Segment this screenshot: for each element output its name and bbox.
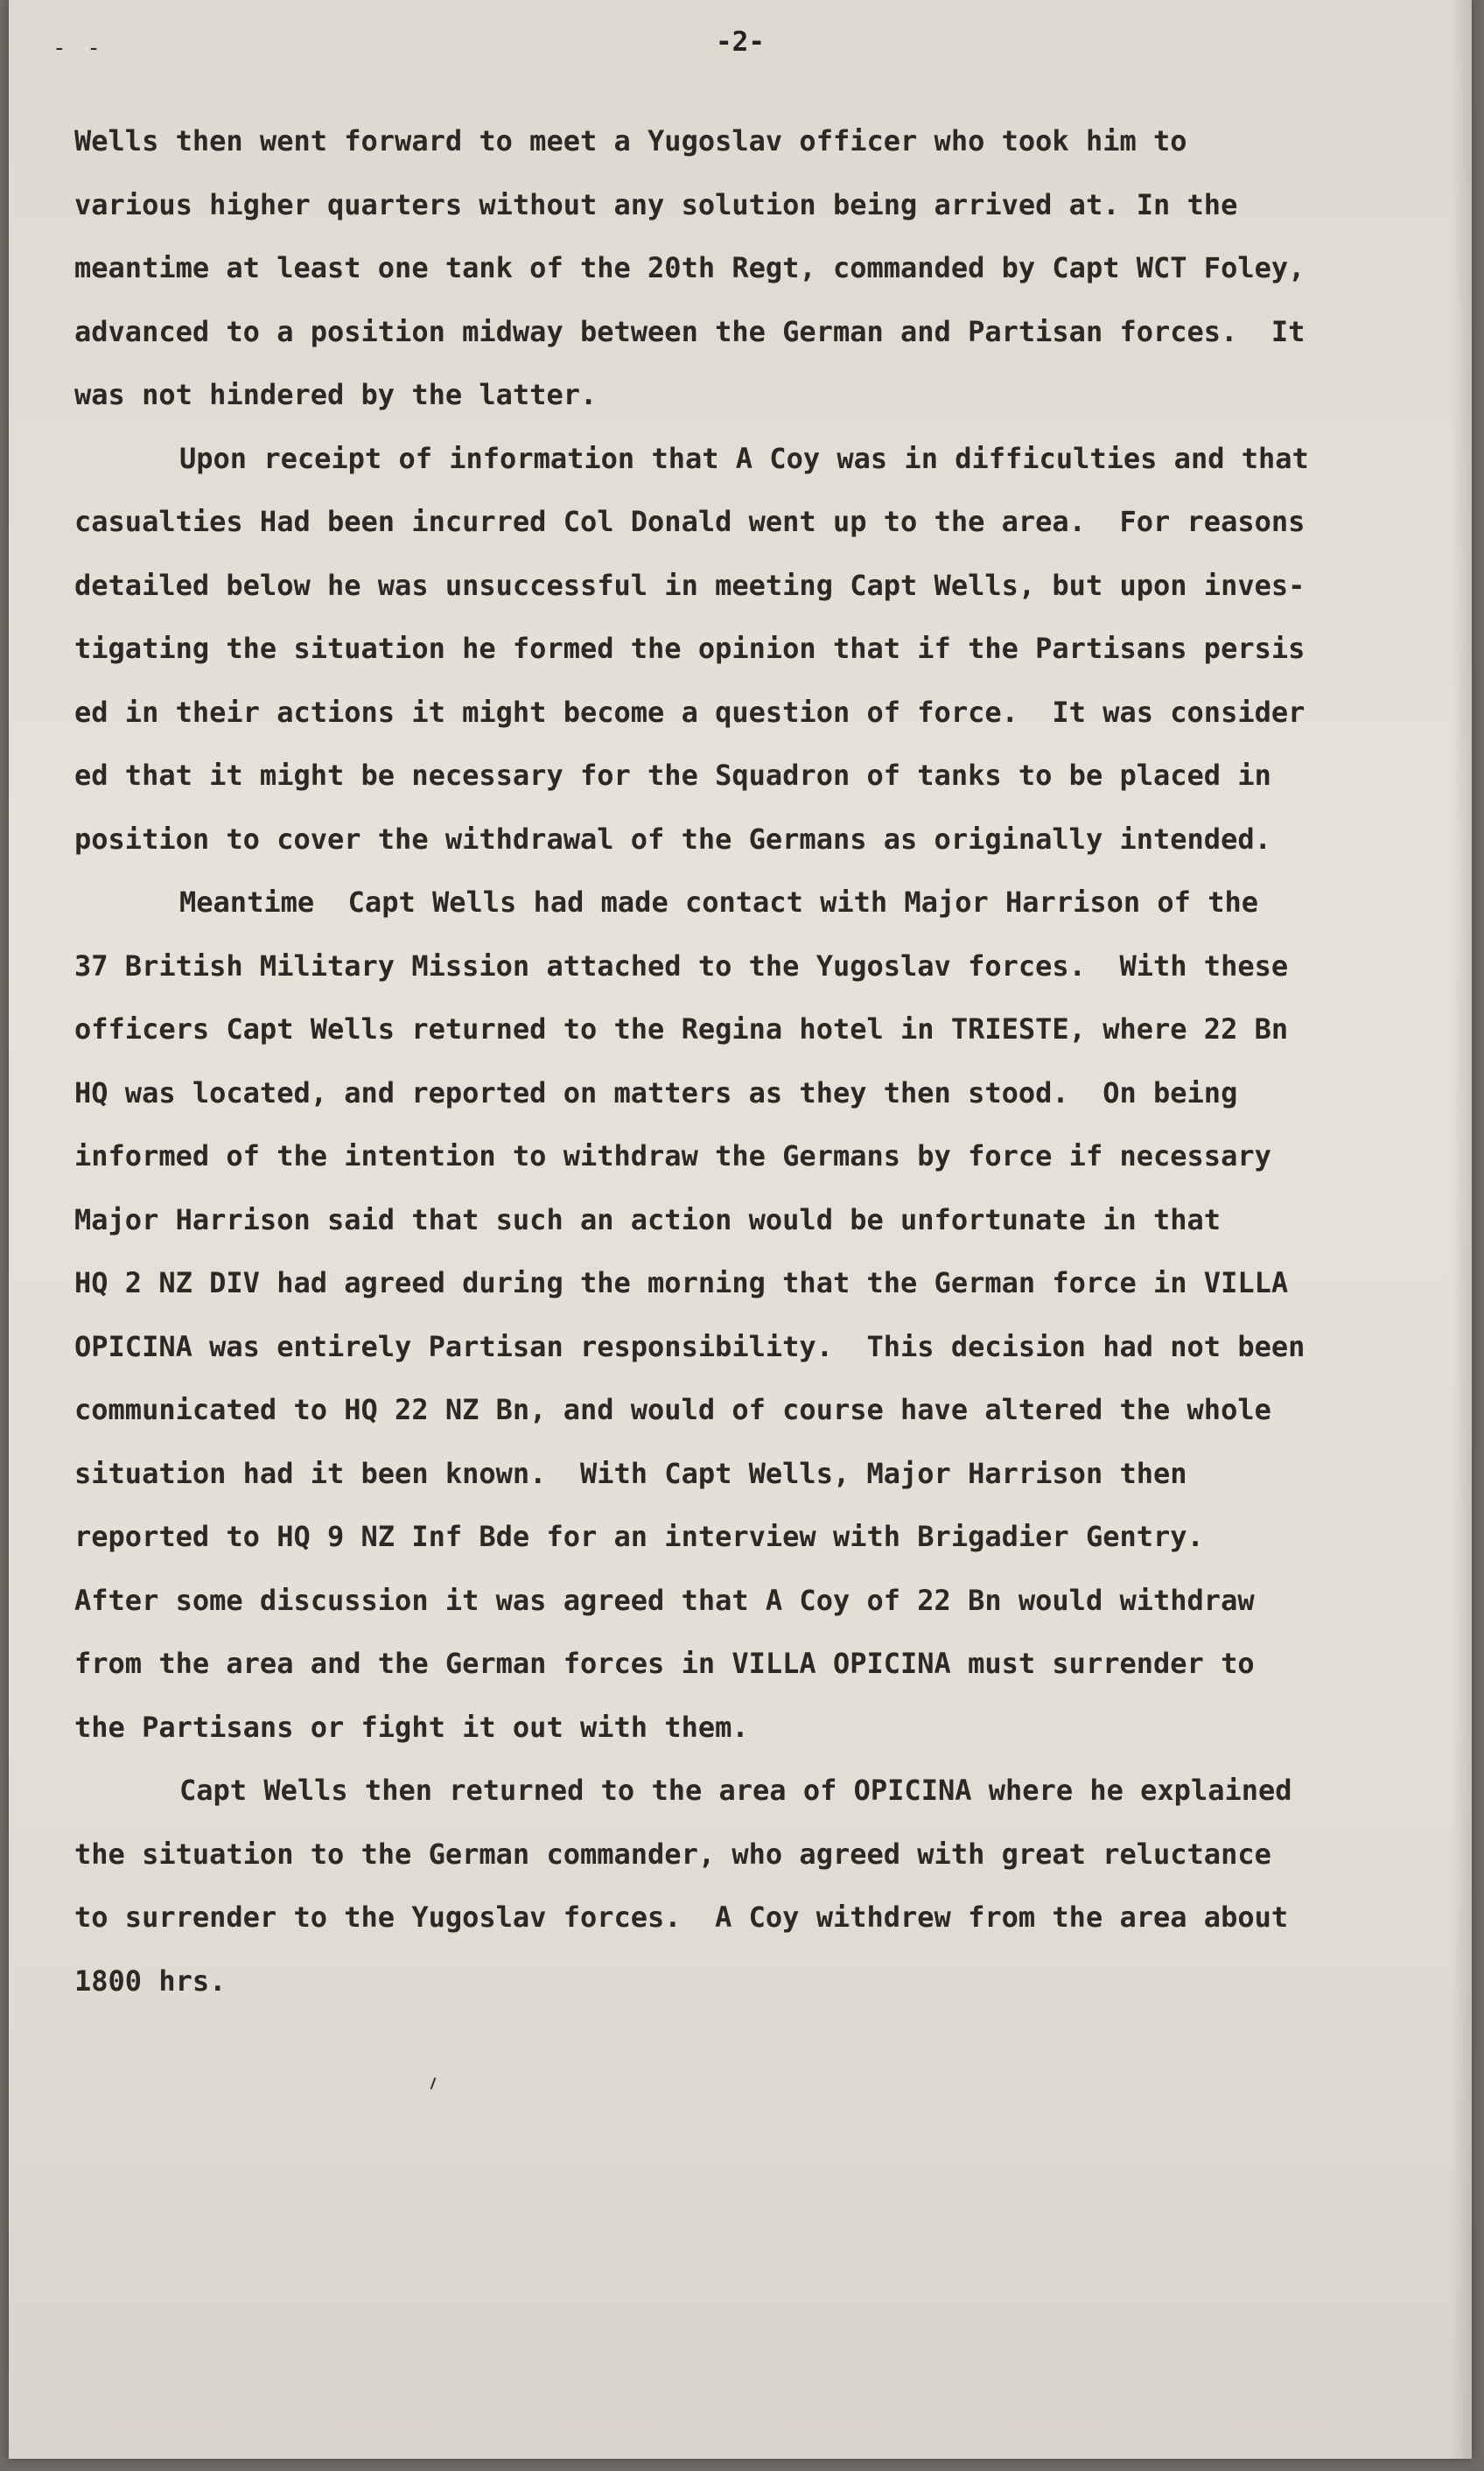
text-line: Major Harrison said that such an action would be unfortunate in that <box>74 1202 1222 1236</box>
paragraph-start-line: Capt Wells then returned to the area of OPICINA where he explained <box>179 1774 1292 1807</box>
text-line: ed in their actions it might become a question of force. It was consider <box>74 695 1306 729</box>
page-edge-shadow <box>1451 0 1472 2459</box>
text-line: After some discussion it was agreed that A Coy of 22 Bn would withdraw <box>74 1583 1255 1617</box>
text-line: reported to HQ 9 NZ Inf Bde for an interview with Brigadier Gentry. <box>74 1520 1204 1553</box>
text-line: meantime at least one tank of the 20th Regt, commanded by Capt WCT Foley, <box>74 251 1306 284</box>
document-page <box>9 0 1472 2459</box>
paragraph-start-line: Meantime Capt Wells had made contact with Major Harrison of the <box>179 886 1258 919</box>
text-line: was not hindered by the latter. <box>74 378 598 411</box>
text-line: position to cover the withdrawal of the Germans as originally intended. <box>74 822 1271 856</box>
page-number: -2- <box>716 26 765 58</box>
text-line: tigating the situation he formed the opinion that if the Partisans persis <box>74 632 1306 665</box>
text-line: HQ 2 NZ DIV had agreed during the morning that the German force in VILLA <box>74 1266 1289 1299</box>
text-line: officers Capt Wells returned to the Regina hotel in TRIESTE, where 22 Bn <box>74 1012 1289 1046</box>
text-line: informed of the intention to withdraw the Germans by force if necessary <box>74 1139 1271 1172</box>
text-line: situation had it been known. With Capt Wells, Major Harrison then <box>74 1456 1187 1490</box>
text-line: from the area and the German forces in VILLA OPICINA must surrender to <box>74 1647 1255 1680</box>
text-line: HQ was located, and reported on matters as they then stood. On being <box>74 1075 1238 1110</box>
paragraph-start-line: Upon receipt of information that A Coy was in difficulties and that <box>179 441 1309 475</box>
text-line: ed that it might be necessary for the Squadron of tanks to be placed in <box>74 759 1271 792</box>
text-line: 1800 hrs. <box>74 1964 227 1998</box>
text-line: OPICINA was entirely Partisan responsibility. This decision had not been <box>74 1329 1306 1363</box>
text-line: 37 British Military Mission attached to the Yugoslav forces. With these <box>74 948 1289 983</box>
text-line: various higher quarters without any solution being arrived at. In the <box>74 187 1238 221</box>
text-line: detailed below he was unsuccessful in meeting Capt Wells, but upon inves- <box>74 568 1306 602</box>
text-line: to surrender to the Yugoslav forces. A Coy withdrew from the area about <box>74 1900 1289 1934</box>
text-line: Wells then went forward to meet a Yugoslav officer who took him to <box>74 124 1187 158</box>
text-line: the situation to the German commander, who agreed with great reluctance <box>74 1837 1271 1871</box>
text-line: advanced to a position midway between the German and Partisan forces. It <box>74 314 1306 348</box>
text-line: the Partisans or fight it out with them. <box>74 1710 749 1744</box>
typed-body-text <box>74 109 1439 2012</box>
text-line: casualties Had been incurred Col Donald went up to the area. For reasons <box>74 505 1306 538</box>
text-line: communicated to HQ 22 NZ Bn, and would of course have altered the whole <box>74 1393 1271 1426</box>
corner-mark: - - <box>52 35 104 61</box>
stray-pen-mark <box>430 2077 437 2090</box>
